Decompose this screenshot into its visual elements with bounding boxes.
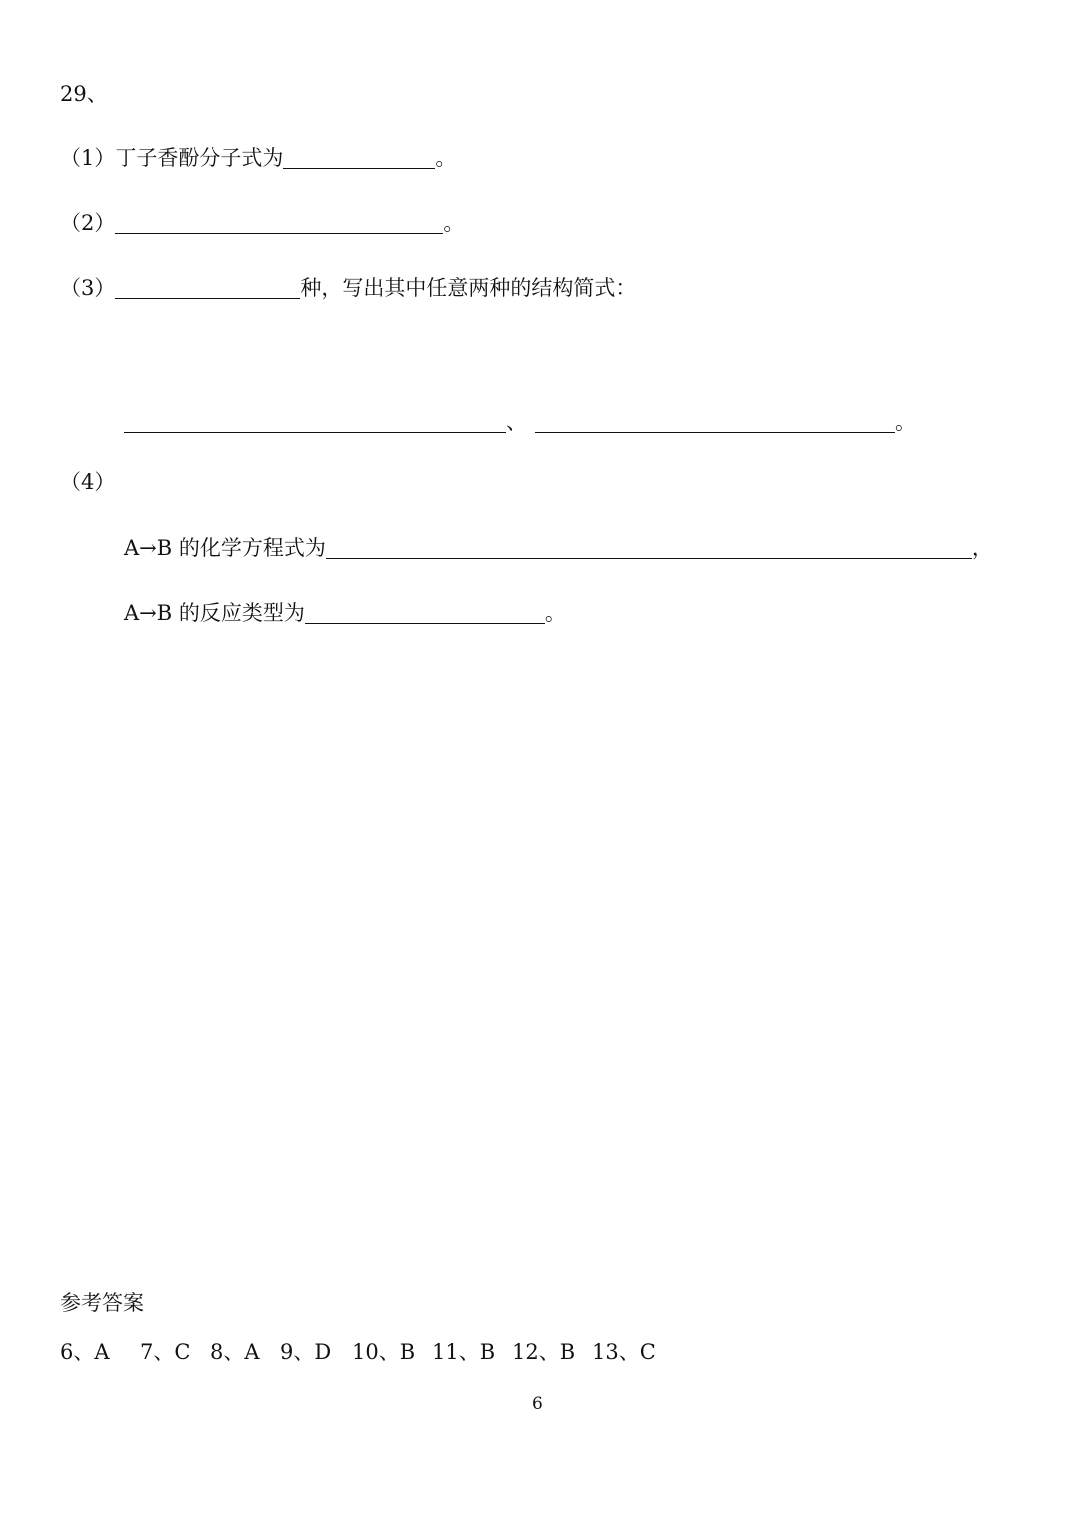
answer-item: 9、D xyxy=(280,1340,332,1364)
part-1-answer-blank[interactable] xyxy=(283,146,435,169)
reaction-type-prompt: A→B 的反应类型为 xyxy=(124,601,305,625)
equation-end: ， xyxy=(971,536,993,560)
part-4-equation xyxy=(124,534,993,562)
part-4-reaction-type xyxy=(124,599,566,627)
part-1-end: 。 xyxy=(435,146,457,170)
answer-item: 13、C xyxy=(592,1340,656,1364)
structure-separator: 、 xyxy=(506,410,527,434)
part-4-label: （4） xyxy=(60,470,116,494)
structure-blank-2[interactable] xyxy=(535,410,895,433)
answers-heading: 参考答案 xyxy=(60,1291,144,1315)
part-3-count-blank[interactable] xyxy=(115,276,300,299)
part-2-label: （2） xyxy=(60,211,116,235)
part-3-prompt: 种，写出其中任意两种的结构简式： xyxy=(300,276,637,300)
answer-item: 8、A xyxy=(210,1340,260,1364)
question-number: 29、 xyxy=(60,82,108,106)
answer-item: 12、B xyxy=(512,1340,576,1364)
part-1-prompt: 丁子香酚分子式为 xyxy=(115,146,284,170)
part-1-label: （1） xyxy=(60,146,116,170)
part-3 xyxy=(60,274,636,302)
answer-item: 6、A xyxy=(60,1340,110,1364)
equation-answer-blank[interactable] xyxy=(326,536,972,559)
part-2 xyxy=(60,209,464,237)
page-number: 6 xyxy=(532,1394,543,1414)
structure-blank-1[interactable] xyxy=(124,410,506,433)
part-1 xyxy=(60,144,456,172)
reaction-type-end: 。 xyxy=(544,601,566,625)
part-2-end: 。 xyxy=(443,211,465,235)
answer-item: 11、B xyxy=(432,1340,496,1364)
answers-list xyxy=(60,1338,656,1366)
answer-item: 10、B xyxy=(352,1340,416,1364)
part-3-label: （3） xyxy=(60,276,116,300)
part-3-end: 。 xyxy=(895,410,916,434)
reaction-type-answer-blank[interactable] xyxy=(305,601,545,624)
part-2-answer-blank[interactable] xyxy=(115,211,443,234)
answer-item: 7、C xyxy=(140,1340,191,1364)
equation-prompt: A→B 的化学方程式为 xyxy=(124,536,326,560)
part-3-structures xyxy=(124,408,916,436)
